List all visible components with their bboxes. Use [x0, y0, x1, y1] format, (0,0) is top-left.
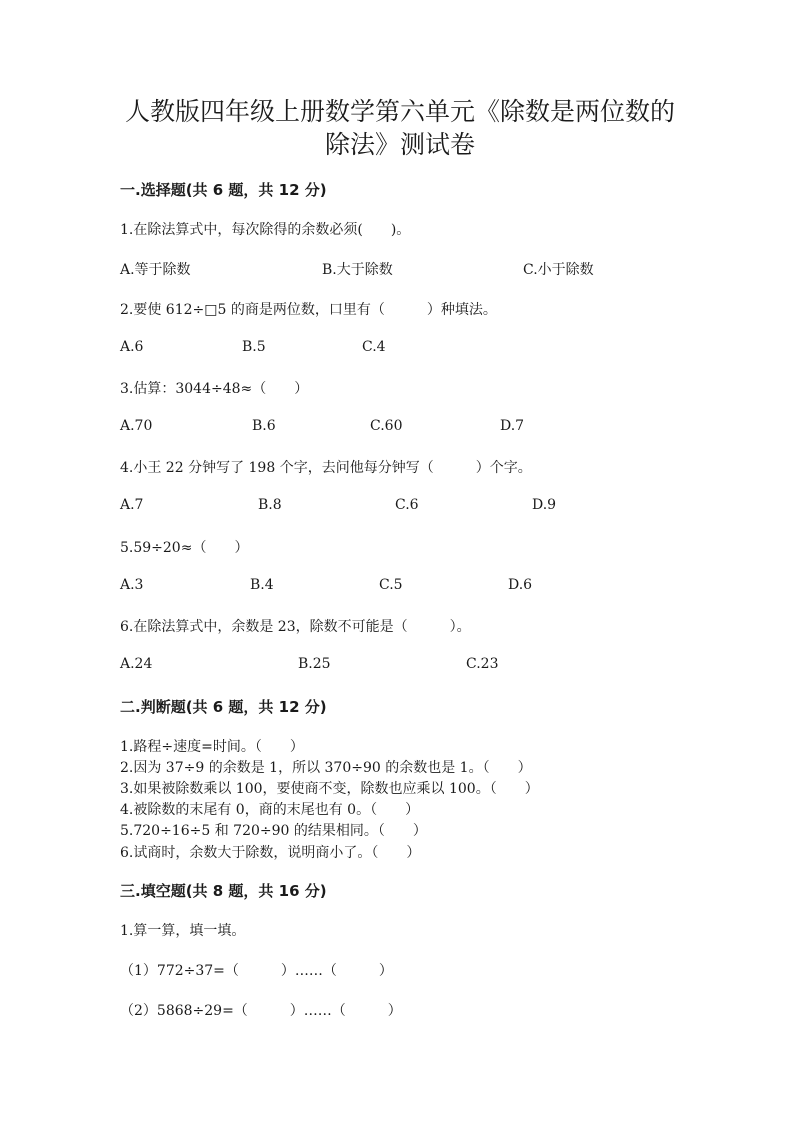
section-heading-fill: 三.填空题(共 8 题，共 16 分)	[120, 882, 327, 900]
choice-q1-option-a: A.等于除数	[120, 262, 191, 278]
choice-q5-option-c: C.5	[379, 577, 403, 593]
choice-q4-option-a: A.7	[120, 497, 144, 513]
choice-q4-option-b: B.8	[258, 497, 282, 513]
choice-q3-option-a: A.70	[120, 418, 153, 434]
fill-item-2: （2）5868÷29=（ ）……（ ）	[120, 1003, 402, 1019]
choice-question-2: 2.要使 612÷□5 的商是两位数，口里有（ ）种填法。	[120, 302, 497, 318]
choice-question-4: 4.小王 22 分钟写了 198 个字，去问他每分钟写（ ）个字。	[120, 460, 532, 476]
choice-q3-option-c: C.60	[370, 418, 403, 434]
page-title-line-2: 除法》测试卷	[324, 130, 475, 159]
choice-q5-option-a: A.3	[120, 577, 144, 593]
choice-q6-option-a: A.24	[120, 656, 153, 672]
choice-q4-option-d: D.9	[532, 497, 557, 513]
choice-q2-option-a: A.6	[120, 339, 144, 355]
choice-q4-option-c: C.6	[395, 497, 419, 513]
choice-q3-option-d: D.7	[500, 418, 525, 434]
judge-item-5: 5.720÷16÷5 和 720÷90 的结果相同。（ ）	[120, 823, 427, 839]
fill-item-1: （1）772÷37=（ ）……（ ）	[120, 963, 393, 979]
judge-item-3: 3.如果被除数乘以 100，要使商不变，除数也应乘以 100。（ ）	[120, 781, 539, 797]
choice-q1-option-b: B.大于除数	[322, 262, 393, 278]
judge-item-6: 6.试商时，余数大于除数，说明商小了。（ ）	[120, 845, 421, 861]
section-heading-judge: 二.判断题(共 6 题，共 12 分)	[120, 698, 327, 716]
choice-question-6: 6.在除法算式中，余数是 23，除数不可能是（ ）。	[120, 619, 471, 635]
choice-q2-option-c: C.4	[362, 339, 386, 355]
judge-item-1: 1.路程÷速度=时间。（ ）	[120, 739, 304, 755]
choice-q5-option-d: D.6	[508, 577, 533, 593]
judge-item-4: 4.被除数的末尾有 0，商的末尾也有 0。（ ）	[120, 802, 420, 818]
page-title-line-1: 人教版四年级上册数学第六单元《除数是两位数的	[124, 97, 675, 126]
choice-question-1: 1.在除法算式中，每次除得的余数必须( )。	[120, 222, 411, 238]
fill-question-1: 1.算一算，填一填。	[120, 923, 246, 939]
choice-q5-option-b: B.4	[250, 577, 274, 593]
choice-question-3: 3.估算：3044÷48≈（ ）	[120, 381, 309, 397]
choice-q1-option-c: C.小于除数	[523, 262, 594, 278]
section-heading-choice: 一.选择题(共 6 题，共 12 分)	[120, 181, 327, 199]
choice-question-5: 5.59÷20≈（ ）	[120, 540, 249, 556]
choice-q6-option-b: B.25	[298, 656, 331, 672]
choice-q6-option-c: C.23	[466, 656, 499, 672]
choice-q2-option-b: B.5	[242, 339, 266, 355]
judge-item-2: 2.因为 37÷9 的余数是 1，所以 370÷90 的余数也是 1。（ ）	[120, 760, 532, 776]
choice-q3-option-b: B.6	[252, 418, 276, 434]
